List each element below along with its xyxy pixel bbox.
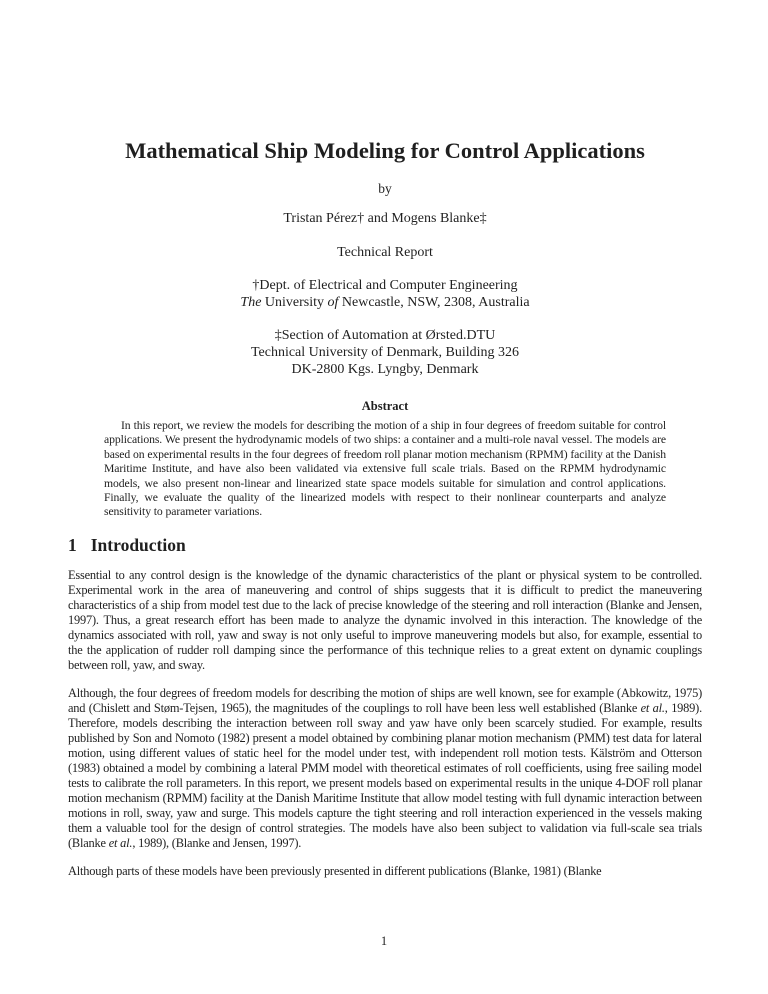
affiliation-1-line-2: The University of Newcastle, NSW, 2308, Australia xyxy=(240,295,530,310)
abstract-heading: Abstract xyxy=(361,399,409,413)
affiliation-1 xyxy=(68,277,702,311)
paper-title: Mathematical Ship Modeling for Control Applications xyxy=(125,138,645,163)
abstract-body: In this report, we review the models for describing the motion of a ship in four degrees of freedom suitable for control applications. We present the hydrodynamic models of two ships: a container and a multi-role naval vessel. The models are based on experimental results in the four degrees of freedom roll planar motion mechanism (RPMM) facility at the Danish Maritime Institute, and have also been validated via extensive full scale trials. Based on the RPMM hydrodynamic models, we also present non-linear and linearized state space models suitable for simulation and control applications. Finally, we evaluate the quality of the linearized models with respect to their nonlinear counterparts and analyze sensitivity to parameter variations. xyxy=(104,419,666,519)
section-title: Introduction xyxy=(90,534,186,555)
affiliation-2-line-1: ‡Section of Automation at Ørsted.DTU xyxy=(274,328,496,343)
page-number: 1 xyxy=(380,934,388,948)
affiliation-2 xyxy=(68,327,702,378)
page-content xyxy=(68,0,702,879)
affiliation-1-line-1: †Dept. of Electrical and Computer Engineering xyxy=(252,278,518,293)
affiliation-2-line-2: Technical University of Denmark, Building 326 xyxy=(250,345,520,360)
byline: by xyxy=(378,181,392,196)
affiliation-2-line-3: DK-2800 Kgs. Lyngby, Denmark xyxy=(291,362,479,377)
section-number: 1 xyxy=(68,534,77,555)
report-type: Technical Report xyxy=(337,245,433,260)
authors-line: Tristan Pérez† and Mogens Blanke‡ xyxy=(283,211,487,226)
intro-paragraph-1: Essential to any control design is the knowledge of the dynamic characteristics of the plant or physical system to be controlled. Experimental work in the area of maneuvering and control of ships suggests that it is difficult to predict the maneuvering characteristics of a ship from model test due to the lack of precise knowledge of the steering and roll interaction (Blanke and Jensen, 1997). Thus, a great research effort has been made to analyze the dynamic involved in this interaction. The knowledge of the dynamics associated with roll, yaw and sway is not only useful to improve maneuvering models but also, for example, essential to the the application of rudder roll damping since the performance of this technique relies to a great extent on dynamic couplings between roll, yaw, and sway. xyxy=(68,567,702,673)
intro-paragraph-2: Although, the four degrees of freedom models for describing the motion of ships are well known, see for example (Abkowitz, 1975) and (Chislett and Støm-Tejsen, 1965), the magnitudes of the couplings to roll have been less well established (Blanke et al., 1989). Therefore, models describing the interaction between roll sway and yaw have only been scarcely studied. For example, results published by Son and Nomoto (1982) present a model obtained by combining planar motion mechanism (PMM) test data for lateral motion, using different values of static heel for the model under test, with independent roll motion tests. Kälström and Otterson (1983) obtained a model by combining a lateral PMM model with theoretical estimates of roll coefficients, using free sailing model tests to calibrate the roll parameters. In this report, we present models based on experimental results in the unique 4-DOF roll planar motion mechanism (RPMM) facility at the Danish Maritime Institute that allow model testing with full dynamic interaction between motions in roll, sway, yaw and surge. This models capture the tight steering and roll interaction experienced in the vessels making them a valuable tool for the design of control strategies. The models have also been subject to validation via full-scale sea trials (Blanke et al., 1989), (Blanke and Jensen, 1997). xyxy=(68,685,702,851)
intro-paragraph-3: Although parts of these models have been previously presented in different publications (Blanke, 1981) (Blanke xyxy=(68,863,602,878)
section-heading-introduction xyxy=(68,534,702,556)
